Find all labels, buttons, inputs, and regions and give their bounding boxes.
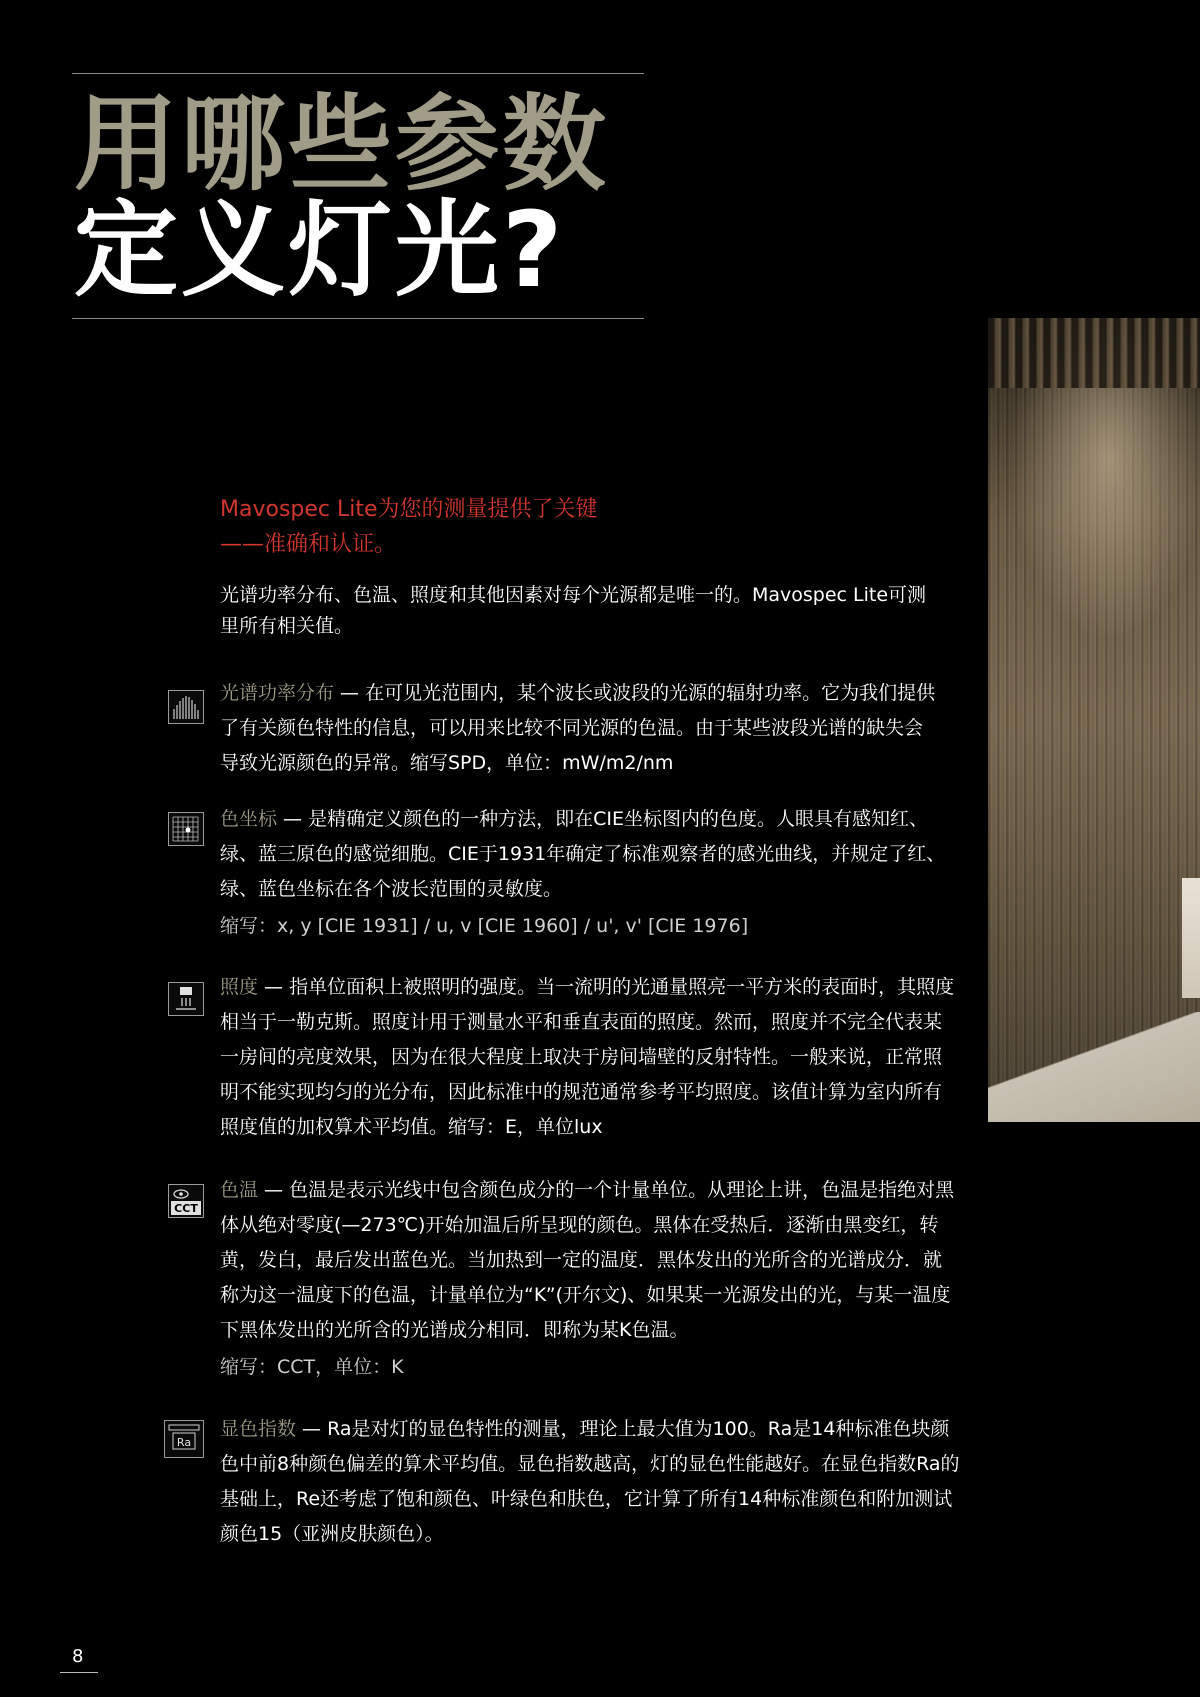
illuminance-lamp-icon xyxy=(168,982,204,1016)
section-cct-dash: — xyxy=(258,1179,290,1201)
intro-highlight-line1: Mavospec Lite为您的测量提供了关键 xyxy=(220,497,598,522)
title-bottom-rule xyxy=(72,318,644,319)
chromaticity-grid-icon xyxy=(168,812,204,846)
section-ra xyxy=(220,1412,960,1552)
intro-text: 光谱功率分布、色温、照度和其他因素对每个光源都是唯一的。Mavospec Lite可测里所有相关值。 xyxy=(220,584,927,637)
cct-icon-label: CCT xyxy=(174,1202,198,1215)
section-illuminance-paragraph xyxy=(220,970,960,1145)
section-cct-abbr: 缩写：CCT，单位：K xyxy=(220,1356,404,1378)
section-ra-body: Ra是对灯的显色特性的测量，理论上最大值为100。Ra是14种标准色块颜色中前8种颜色偏差的算术平均值。显色指数越高，灯的显色性能越好。在显色指数Ra的基础上，Re还考虑了饱和颜色、叶绿色和肤色，它计算了所有14种标准颜色和附加测试颜色15（亚洲皮肤颜色）。 xyxy=(220,1418,960,1545)
intro-highlight-line2: ——准确和认证。 xyxy=(220,532,397,557)
page-number: 8 xyxy=(72,1646,84,1667)
page-title-line1: 用哪些参数 xyxy=(74,83,610,205)
section-ra-paragraph xyxy=(220,1412,960,1552)
section-ra-term: 显色指数 xyxy=(220,1418,297,1440)
ra-icon xyxy=(164,1420,204,1458)
ra-icon-label: Ra xyxy=(176,1436,192,1449)
floor xyxy=(988,1012,1200,1122)
section-spd-term: 光谱功率分布 xyxy=(220,682,335,704)
section-ra-dash: — xyxy=(296,1418,328,1440)
section-spd-dash: — xyxy=(334,682,366,704)
section-spd-paragraph xyxy=(220,676,940,781)
section-chromaticity-body: 是精确定义颜色的一种方法，即在CIE坐标图内的色度。人眼具有感知红、绿、蓝三原色的感觉细胞。CIE于1931年确定了标准观察者的感光曲线，并规定了红、绿、蓝色坐标在各个波长范围的灵敏度。 xyxy=(220,808,946,900)
wall-panel xyxy=(1182,878,1200,998)
section-chromaticity-paragraph xyxy=(220,802,960,907)
section-cct-term: 色温 xyxy=(220,1179,259,1201)
spectrum-icon xyxy=(168,690,204,724)
cct-icon xyxy=(168,1184,204,1218)
section-chromaticity-dash: — xyxy=(277,808,309,830)
section-illuminance-term: 照度 xyxy=(220,976,259,998)
section-spd-body: 在可见光范围内，某个波长或波段的光源的辐射功率。它为我们提供了有关颜色特性的信息，可以用来比较不同光源的色温。由于某些波段光谱的缺失会导致光源颜色的异常。缩写SPD，单位：mW/m2/nm xyxy=(220,682,936,774)
section-illuminance xyxy=(220,970,960,1145)
interior-wood-wall-photo xyxy=(988,318,1200,1122)
section-chromaticity-abbr: 缩写：x, y [CIE 1931] / u, v [CIE 1960] / u', v' [CIE 1976] xyxy=(220,915,749,937)
section-cct-body: 色温是表示光线中包含颜色成分的一个计量单位。从理论上讲，色温是指绝对黑体从绝对零度(—273℃)开始加温后所呈现的颜色。黑体在受热后．逐渐由黑变红，转黄，发白，最后发出蓝色光。当加热到一定的温度．黑体发出的光所含的光谱成分．就称为这一温度下的色温，计量单位为“K”(开尔文)、如果某一光源发出的光，与某一温度下黑体发出的光所含的光谱成分相同．即称为某K色温。 xyxy=(220,1179,955,1341)
section-illuminance-dash: — xyxy=(258,976,290,998)
section-cct xyxy=(220,1173,960,1385)
section-illuminance-body: 指单位面积上被照明的强度。当一流明的光通量照亮一平方米的表面时，其照度相当于一勒克斯。照度计用于测量水平和垂直表面的照度。然而，照度并不完全代表某一房间的亮度效果，因为在很大程度上取决于房间墙壁的反射特性。一般来说，正常照明不能实现均匀的光分布，因此标准中的规范通常参考平均照度。该值计算为室内所有照度值的加权算术平均值。缩写：E，单位lux xyxy=(220,976,955,1138)
page-number-rule xyxy=(60,1672,98,1673)
top-rule xyxy=(72,73,644,74)
section-chromaticity xyxy=(220,802,960,944)
intro-highlight xyxy=(220,492,680,562)
section-spd xyxy=(220,676,940,781)
ceiling-slats xyxy=(988,318,1200,388)
page-title-line2: 定义灯光? xyxy=(74,189,566,311)
section-chromaticity-term: 色坐标 xyxy=(220,808,278,830)
section-cct-paragraph xyxy=(220,1173,960,1348)
